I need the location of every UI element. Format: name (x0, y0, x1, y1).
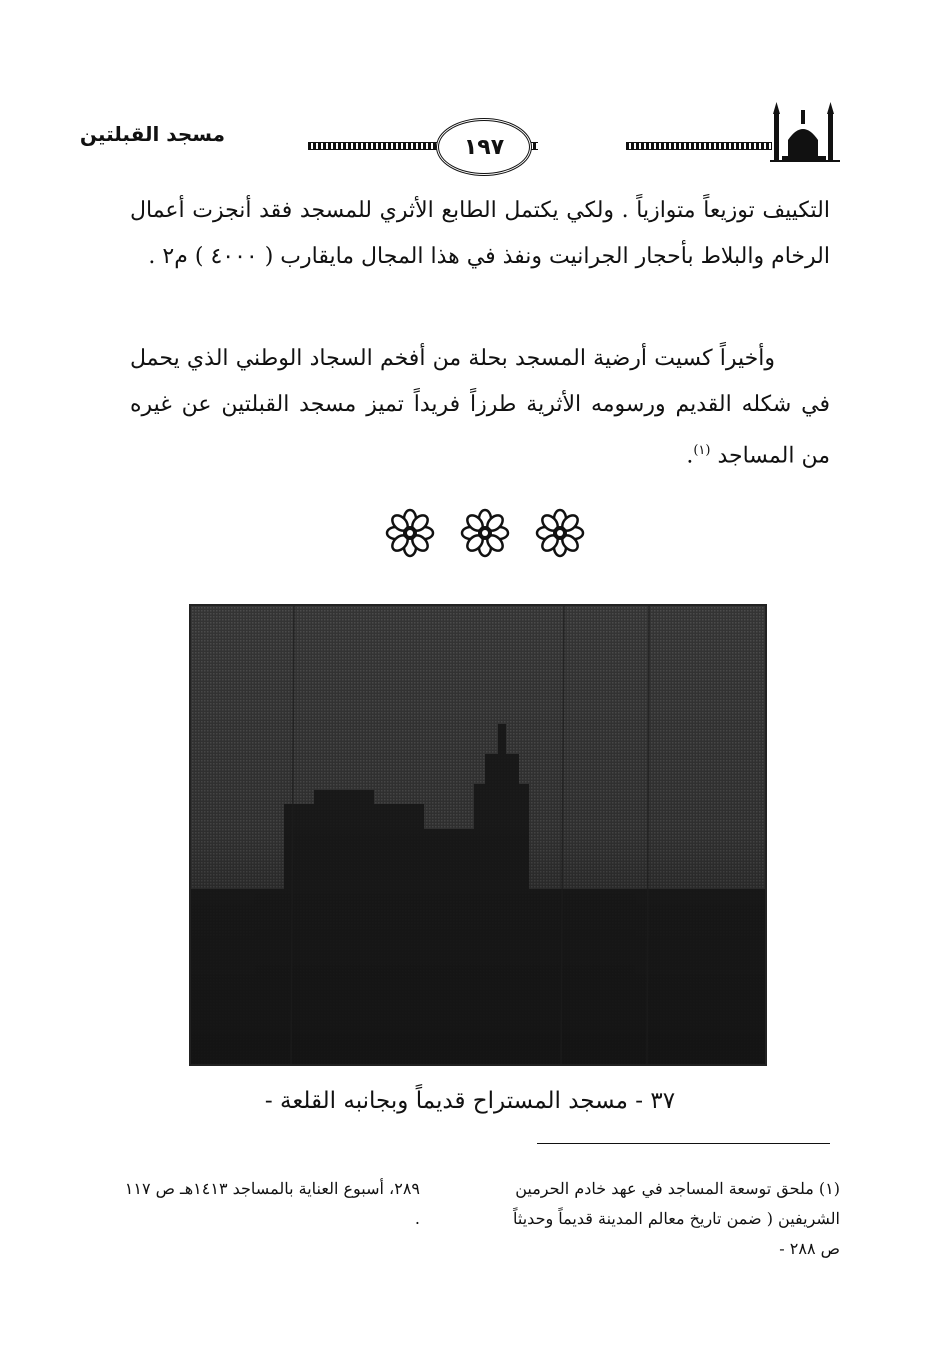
paragraph-2 (130, 336, 830, 479)
flower-ornament-icon (535, 508, 585, 558)
flower-ornament-icon (385, 508, 435, 558)
footnote-divider (537, 1143, 830, 1144)
historic-photo (189, 604, 767, 1066)
footnote-1: (١) ملحق توسعة المساجد في عهد خادم الحرمين الشريفين ( ضمن تاريخ معالم المدينة قديماً وحديثاً ص ٢٨٨ - (513, 1179, 840, 1258)
page-header (79, 100, 850, 180)
figure-caption: ٣٧ - مسجد المستراح قديماً وبجانبه القلعة - (264, 1088, 676, 1114)
paragraph-2-text: وأخيراً كسيت أرضية المسجد بحلة من أفخم السجاد الوطني الذي يحمل في شكله القديم ورسومه الأثرية طرزاً فريداً تميز مسجد القبلتين عن غيره من المساجد (130, 346, 830, 469)
chapter-title: مسجد القبلتين (79, 122, 225, 146)
ornament-row (385, 508, 585, 558)
mosque-minaret-icon (770, 100, 840, 162)
paragraph-2-end: . (686, 443, 694, 469)
page-number: ١٩٧ (436, 118, 532, 176)
footnote-1-continued: ٢٨٩، أسبوع العناية بالمساجد ١٤١٣هـ ص ١١٧ . (124, 1179, 420, 1228)
header-rule-right (626, 142, 772, 150)
footnote-reference: (١) (693, 443, 711, 458)
paragraph-1: التكييف توزيعاً متوازياً . ولكي يكتمل الطابع الأثري للمسجد فقد أنجزت أعمال الرخام والبلاط بأحجار الجرانيت ونفذ في هذا المجال مايقارب ( ٤٠٠٠ ) م٢ . (130, 198, 830, 269)
flower-ornament-icon (460, 508, 510, 558)
